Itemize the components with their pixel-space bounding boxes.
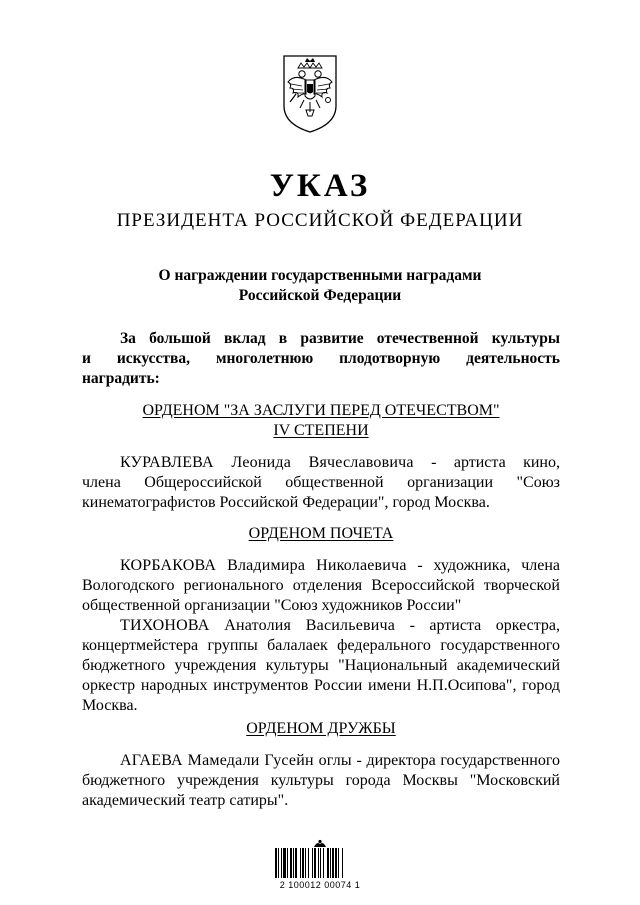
barcode-bar [305, 848, 306, 878]
order-title-line: IV СТЕПЕНИ [273, 422, 369, 439]
barcode-bar [287, 848, 288, 878]
recipient-line: бюджетного учреждения культуры города Москвы "Московский [82, 772, 560, 789]
barcode-bar [338, 848, 339, 878]
recipient-line: академический театр сатиры". [82, 792, 289, 809]
preamble-line: наградить: [82, 370, 160, 387]
barcode-bar [278, 848, 279, 878]
barcode-bar [332, 848, 334, 878]
recipient-entry [82, 453, 560, 513]
recipient-entry [82, 616, 560, 716]
recipient-name: ТИХОНОВА Анатолия Васильевича [120, 617, 396, 634]
recipient-role: - художника, члена [406, 557, 561, 574]
barcode-bar [335, 848, 337, 878]
recipient-line [82, 556, 560, 576]
recipient-line [82, 616, 560, 636]
order-title-line: ОРДЕНОМ ДРУЖБЫ [246, 720, 396, 737]
document-title: УКАЗ [269, 168, 371, 204]
recipient-line: Вологодского регионального отделения Всероссийской творческой [82, 577, 560, 594]
recipient-role: - артиста кино, [413, 454, 560, 471]
recipient-role: - директора государственного [351, 752, 560, 769]
recipient-line: оркестр народных инструментов России имени Н.П.Осипова", город [82, 677, 560, 694]
document-subtitle: ПРЕЗИДЕНТА РОССИЙСКОЙ ФЕДЕРАЦИИ [116, 210, 524, 231]
barcode-bar [323, 848, 324, 878]
barcode-bar [300, 848, 301, 878]
barcode-bar [308, 848, 309, 878]
preamble-line: За большой вклад в развитие отечественной культуры [120, 330, 560, 347]
barcode-bar [295, 848, 297, 878]
order-heading [82, 719, 560, 739]
order-title-line: ОРДЕНОМ "ЗА ЗАСЛУГИ ПЕРЕД ОТЕЧЕСТВОМ" [142, 402, 500, 419]
preamble-line: и искусства, многолетнюю плодотворную деятельность [82, 350, 560, 367]
recipient-line: члена Общероссийской общественной организации "Союз [82, 474, 560, 491]
barcode-bar [293, 848, 294, 878]
barcode-bar [342, 848, 343, 878]
subject-line: О награждении государственными наградами [158, 267, 482, 284]
recipient-line: кинематографистов Российской Федерации", город Москва. [82, 494, 490, 511]
recipient-line: бюджетного учреждения культуры "Национальный академический [82, 657, 560, 674]
recipient-line [82, 751, 560, 771]
barcode-bar [290, 848, 292, 878]
recipient-entry [82, 556, 560, 616]
barcode-bar [281, 848, 282, 878]
barcode-bar [330, 848, 331, 878]
recipient-line: концертмейстера группы балалаек федерального государственного [82, 637, 560, 654]
barcode-bar [302, 848, 304, 878]
recipient-line: общественной организации "Союз художников России" [82, 597, 462, 614]
recipient-name: КУРАВЛЕВА Леонида Вячеславовича [120, 454, 414, 471]
recipient-role: - артиста оркестра, [395, 617, 561, 634]
recipient-line [82, 453, 560, 473]
recipient-name: АГАЕВА Мамедали Гусейн оглы [120, 752, 352, 769]
eagle-mark-icon [292, 836, 348, 846]
barcode-bar [283, 848, 286, 878]
recipient-name: КОРБАКОВА Владимира Николаевича [120, 557, 407, 574]
recipient-line: Москва. [82, 697, 138, 714]
subject-line: Российской Федерации [238, 287, 402, 304]
recipient-entry [82, 751, 560, 811]
barcode-icon [274, 848, 366, 878]
barcode-bar [275, 848, 277, 878]
coat-of-arms-icon [278, 50, 342, 136]
order-heading [82, 401, 560, 441]
barcode-bar [312, 848, 313, 878]
barcode-bar [320, 848, 321, 878]
preamble [82, 329, 560, 389]
barcode-bar [314, 848, 316, 878]
decree-subject [0, 266, 640, 306]
order-title-line: ОРДЕНОМ ПОЧЕТА [248, 525, 394, 542]
barcode-bar [318, 848, 319, 878]
barcode-number: 2 100012 00074 1 [279, 880, 361, 890]
order-heading [82, 524, 560, 544]
barcode-bar [327, 848, 329, 878]
